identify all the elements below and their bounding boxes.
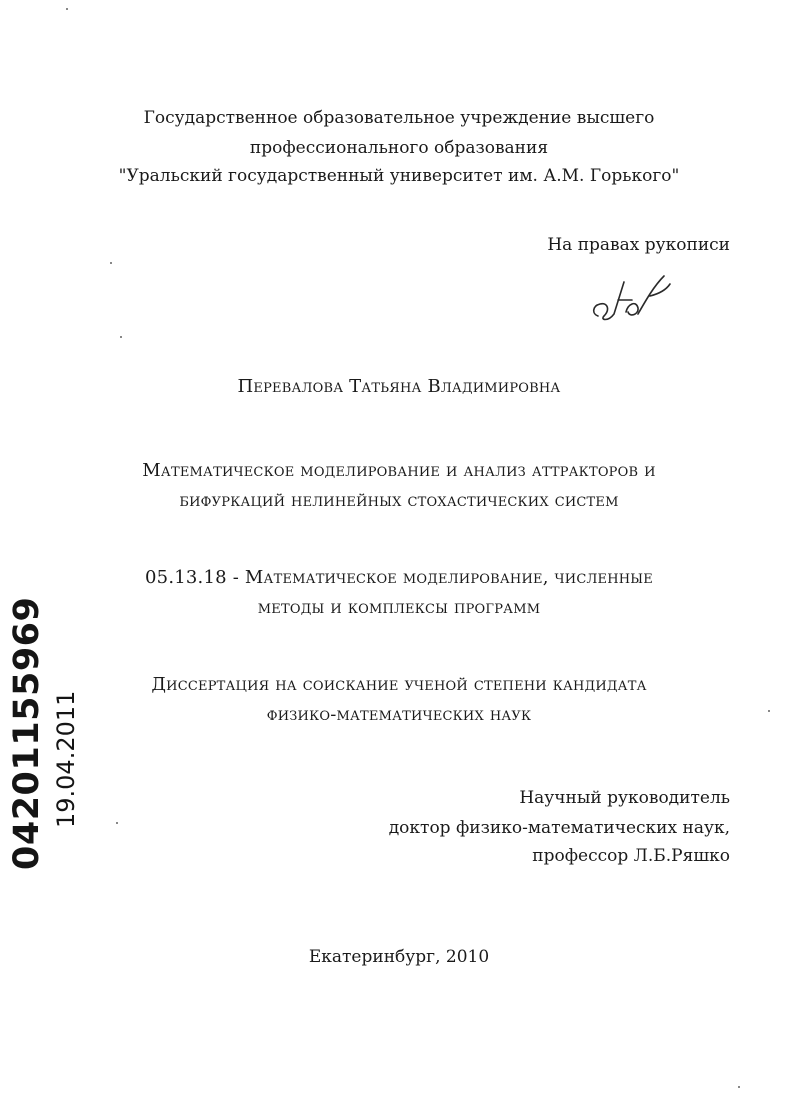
institution-line-3: "Уральский государственный университет им. А.М. Горького" <box>118 166 680 186</box>
supervisor-role: Научный руководитель <box>519 788 730 808</box>
city-year: Екатеринбург, 2010 <box>308 947 490 967</box>
author-name: Перевалова Татьяна Владимировна <box>237 376 561 397</box>
institution-line-2: профессионального образования <box>249 138 549 158</box>
signature-image <box>588 270 678 330</box>
stamp-number: 04201155969 <box>7 596 47 870</box>
supervisor-degree: доктор физико-математических наук, <box>388 818 730 838</box>
institution-line-1: Государственное образовательное учреждение высшего <box>143 108 655 128</box>
stamp-date: 19.04.2011 <box>52 690 80 828</box>
dissertation-title-line-2: бифуркаций нелинейных стохастических систем <box>179 490 619 511</box>
supervisor-name: профессор Л.Б.Ряшко <box>532 846 730 866</box>
scan-speck <box>66 8 68 10</box>
scan-speck <box>120 336 122 338</box>
scan-speck <box>768 710 770 712</box>
specialty-line-1: 05.13.18 - Математическое моделирование, численные <box>145 567 653 588</box>
manuscript-rights: На правах рукописи <box>547 235 730 255</box>
degree-line-2: физико-математических наук <box>266 704 532 725</box>
scan-speck <box>116 822 118 824</box>
degree-line-1: Диссертация на соискание ученой степени кандидата <box>151 674 647 695</box>
scan-speck <box>110 262 112 264</box>
specialty-line-2: методы и комплексы программ <box>257 597 541 618</box>
dissertation-title-line-1: Математическое моделирование и анализ аттракторов и <box>142 460 656 481</box>
scan-speck <box>738 1086 740 1088</box>
